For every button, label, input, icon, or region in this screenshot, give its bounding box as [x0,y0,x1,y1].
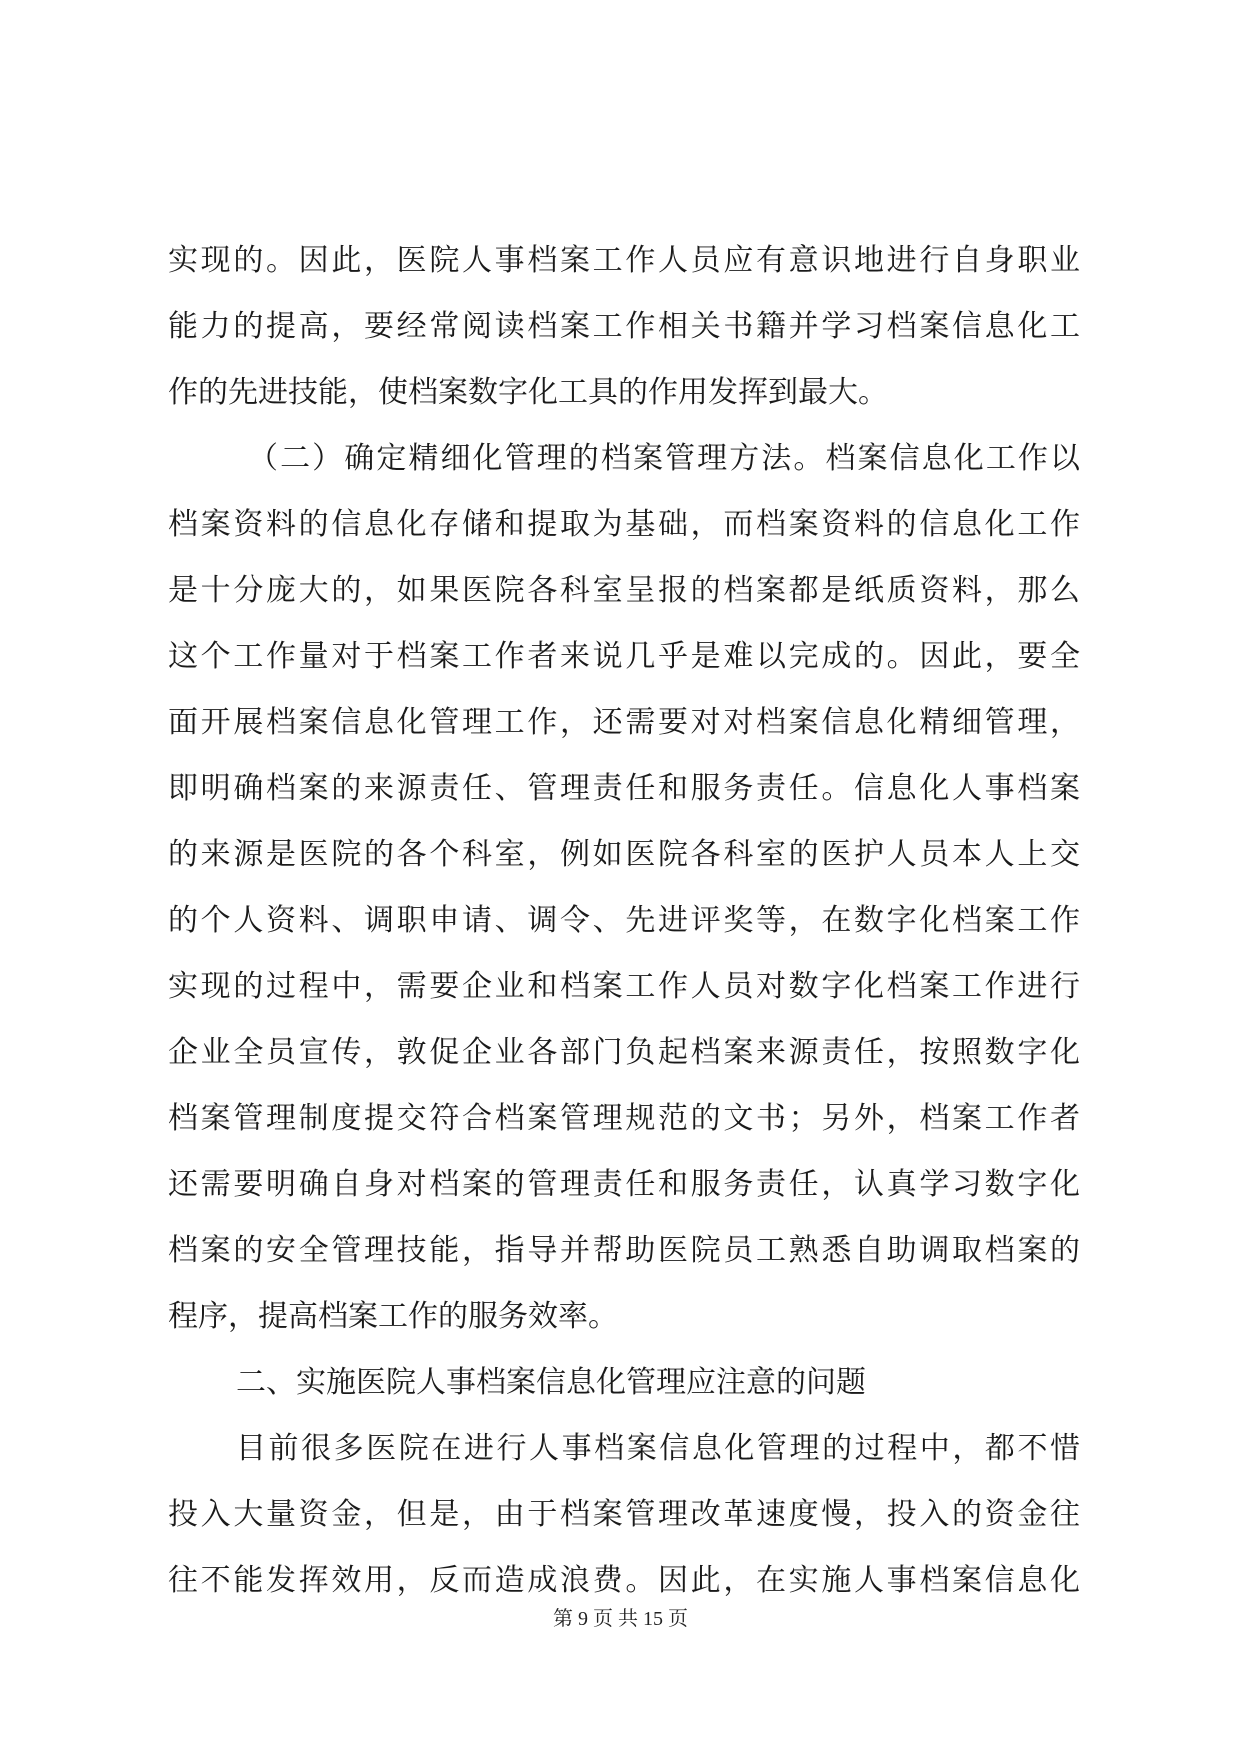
text-line: 企业全员宣传，敦促企业各部门负起档案来源责任，按照数字化 [168,1035,1080,1070]
text-line: 的个人资料、调职申请、调令、先进评奖等，在数字化档案工作 [168,903,1080,938]
text-line: 还需要明确自身对档案的管理责任和服务责任，认真学习数字化 [168,1167,1080,1202]
text-line: 实现的过程中，需要企业和档案工作人员对数字化档案工作进行 [168,969,1080,1004]
text-line: 是十分庞大的，如果医院各科室呈报的档案都是纸质资料，那么 [168,573,1080,608]
text-line: 这个工作量对于档案工作者来说几乎是难以完成的。因此，要全 [168,639,1080,674]
text-line: 程序，提高档案工作的服务效率。 [168,1299,618,1334]
section-heading: 二、实施医院人事档案信息化管理应注意的问题 [236,1365,866,1400]
text-line: 能力的提高，要经常阅读档案工作相关书籍并学习档案信息化工 [168,309,1080,344]
text-line: 往不能发挥效用，反而造成浪费。因此，在实施人事档案信息化 [168,1563,1080,1598]
text-line: 的来源是医院的各个科室，例如医院各科室的医护人员本人上交 [168,837,1080,872]
text-line: 作的先进技能，使档案数字化工具的作用发挥到最大。 [168,375,888,410]
text-line: 档案的安全管理技能，指导并帮助医院员工熟悉自助调取档案的 [168,1233,1080,1268]
text-line: 目前很多医院在进行人事档案信息化管理的过程中，都不惜 [236,1431,1080,1466]
text-line: 档案管理制度提交符合档案管理规范的文书；另外，档案工作者 [168,1101,1080,1136]
text-line: 实现的。因此，医院人事档案工作人员应有意识地进行自身职业 [168,243,1080,278]
text-line: 面开展档案信息化管理工作，还需要对对档案信息化精细管理， [168,705,1080,740]
text-line: 档案资料的信息化存储和提取为基础，而档案资料的信息化工作 [168,507,1080,542]
body-text [168,228,1080,1614]
section-heading: （二）确定精细化管理的档案管理方法。档案信息化工作以 [248,441,1080,476]
page-number-footer: 第 9 页 共 15 页 [553,1608,688,1630]
text-line: 投入大量资金，但是，由于档案管理改革速度慢，投入的资金往 [168,1497,1080,1532]
text-line: 即明确档案的来源责任、管理责任和服务责任。信息化人事档案 [168,771,1080,806]
